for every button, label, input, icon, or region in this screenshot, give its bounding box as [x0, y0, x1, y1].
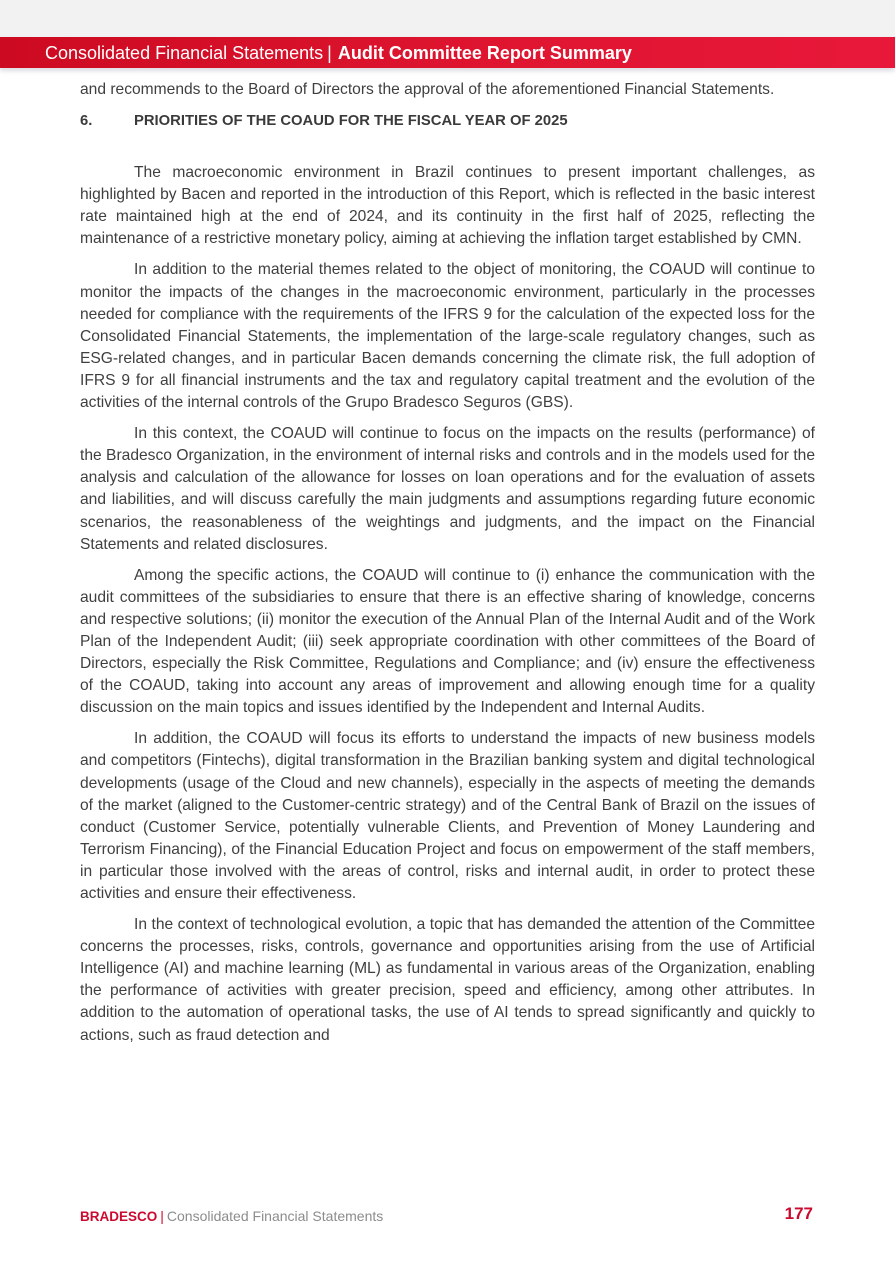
section-number: 6.: [80, 113, 93, 130]
header-section-label: Consolidated Financial Statements: [45, 43, 324, 63]
paragraph-context: In this context, the COAUD will continue to focus on the impacts on the results (performance) of the Bradesco Organization, in the environment of internal risks and controls and in the models used for the analysis and calculation of the allowance for losses on loan operations and for the evaluation of assets and liabilities, and will discuss carefully the main judgments and assumptions regarding future economic scenarios, the reasonableness of the weightings and judgments, and the impact on the Financial Statements and related disclosures.: [80, 425, 815, 553]
paragraph-monitoring: In addition to the material themes related to the object of monitoring, the COAUD will continue to monitor the impacts of the changes in the macroeconomic environment, particularly in the processes needed for compliance with the requirements of the IFRS 9 for the calculation of the expected loss for the Consolidated Financial Statements, the implementation of the large-scale regulatory changes, such as ESG-related changes, and in particular Bacen demands concerning the climate risk, the full adoption of IFRS 9 for all financial instruments and the tax and regulatory capital treatment and the evolution of the activities of the internal controls of the Grupo Bradesco Seguros (GBS).: [80, 261, 815, 412]
paragraph-macroeconomic: The macroeconomic environment in Brazil continues to present important challenges, as highlighted by Bacen and reported in the introduction of this Report, which is reflected in the basic interest rate maintained high at the end of 2024, and its continuity in the first half of 2025, reflecting the maintenance of a restrictive monetary policy, aiming at achieving the inflation target established by CMN.: [80, 164, 815, 248]
paragraph-technology: In the context of technological evolution, a topic that has demanded the attention of the Committee concerns the processes, risks, controls, governance and opportunities arising from the use of Artificial Intelligence (AI) and machine learning (ML) as fundamental in various areas of the Organization, enabling the performance of activities with greater precision, speed and efficiency, among other attributes. In addition to the automation of operational tasks, the use of AI tends to spread significantly and quickly to actions, such as fraud detection and: [80, 916, 815, 1044]
footer-separator: |: [160, 1208, 164, 1224]
header-title: [45, 42, 632, 64]
paragraph-specific-actions: Among the specific actions, the COAUD will continue to (i) enhance the communication with the audit committees of the subsidiaries to ensure that there is an effective sharing of knowledge, concerns and respective solutions; (ii) monitor the execution of the Annual Plan of the Internal Audit and of the Work Plan of the Independent Audit; (iii) seek appropriate coordination with other committees of the Board of Directors, especially the Risk Committee, Regulations and Compliance; and (iv) ensure the effectiveness of the COAUD, taking into account any areas of improvement and allowing enough time for a quality discussion on the main topics and issues identified by the Independent and Internal Audits.: [80, 566, 815, 717]
page-footer: [80, 1206, 815, 1226]
section-heading: [80, 110, 815, 132]
running-header: [0, 37, 895, 68]
section-title: PRIORITIES OF THE COAUD FOR THE FISCAL YEAR OF 2025: [134, 113, 568, 130]
continuation-paragraph: and recommends to the Board of Directors the approval of the aforementioned Financial Statements.: [80, 81, 775, 98]
header-report-title: Audit Committee Report Summary: [337, 43, 632, 63]
page-body: [80, 79, 815, 1056]
header-separator: |: [327, 43, 332, 63]
footer-brand: BRADESCO: [80, 1209, 158, 1224]
paragraph-business-models: In addition, the COAUD will focus its efforts to understand the impacts of new business models and competitors (Fintechs), digital transformation in the Brazilian banking system and digital technological developments (usage of the Cloud and new channels), especially in the aspects of meeting the demands of the market (aligned to the Customer-centric strategy) and of the Central Bank of Brazil on the issues of conduct (Customer Service, potentially vulnerable Clients, and Prevention of Money Laundering and Terrorism Financing), of the Financial Education Project and focus on empowerment of the staff members, in particular those involved with the areas of control, risks and internal audit, in order to protect these activities and ensure their effectiveness.: [80, 730, 815, 902]
top-margin-strip: [0, 0, 895, 37]
footer-subtitle: Consolidated Financial Statements: [166, 1208, 384, 1224]
page-number: 177: [784, 1204, 813, 1223]
